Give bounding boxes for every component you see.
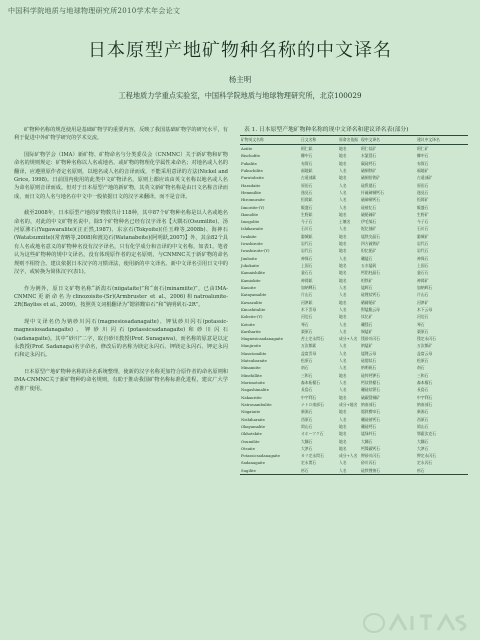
table-cell: 岡山石 bbox=[301, 423, 313, 429]
table-cell: カリ定永閃石 bbox=[301, 453, 324, 459]
table-cell: 人名 bbox=[339, 460, 347, 466]
table-cell: Hemmilite bbox=[241, 189, 262, 195]
table-cell: 西原石 bbox=[417, 416, 429, 422]
column-header: 原命名依据 bbox=[338, 136, 360, 145]
table-cell: Morimotoite bbox=[241, 380, 265, 385]
table-cell: 地名 bbox=[339, 394, 347, 400]
table-cell: 钙镍碳钙石 bbox=[361, 445, 380, 451]
table-cell: 苦土定永閃石 bbox=[301, 336, 324, 342]
table-row bbox=[240, 145, 468, 153]
paragraph: 作为例外，原日文矿物名称“新潟石(niigataite)”和“南石(minamiite)”，已由IMA-CNMNC更新命名为clinozoisite-(Sr)(Armbruster et al., 2006)和natroalunite-2R(Bayliss et al., 2009)，按照英文词根翻译为“锶斜黝帘石”和“钠明矾石-2R”。 bbox=[14, 285, 228, 309]
table-cell: 大隅石 bbox=[361, 438, 373, 444]
table-cell: 地名 bbox=[339, 160, 347, 166]
table-row bbox=[240, 313, 468, 320]
table-cell: 人名 bbox=[339, 255, 347, 261]
body-text-column bbox=[14, 126, 228, 401]
table-cell: 大津石 bbox=[417, 445, 429, 451]
table-cell: 钠明矾石 bbox=[361, 365, 377, 371]
table-row bbox=[240, 189, 468, 196]
table-cell: 钠南部石 bbox=[417, 401, 433, 407]
table-cell: 钠南部石 bbox=[361, 401, 377, 407]
table-cell: 硅锶钛石 bbox=[361, 358, 377, 364]
table-cell: Nagashimalite bbox=[241, 387, 269, 393]
table-cell: Nakauriite bbox=[241, 394, 262, 400]
table-cell: 成分+人名 bbox=[339, 336, 358, 342]
table-cell: 针硫砷铜钙石 bbox=[361, 189, 384, 195]
table-cell: 人名 bbox=[339, 380, 347, 385]
table-row bbox=[240, 350, 468, 357]
table-cell: 五水锰矾 bbox=[361, 263, 377, 268]
table-cell: 镁砂川闪石 bbox=[361, 336, 380, 342]
table-cell: 杉石 bbox=[300, 467, 338, 475]
table-cell: 飯盛石 bbox=[417, 204, 429, 210]
table-cell: 古遠部鉱 bbox=[301, 175, 317, 181]
table-cell: Okhotskite bbox=[241, 431, 262, 437]
table-cell: 硅铁锂钠石 bbox=[360, 467, 416, 475]
table-cell: 南石 bbox=[417, 365, 425, 371]
table-row bbox=[240, 167, 468, 174]
table-cell: 栗原石 bbox=[301, 328, 313, 334]
table-cell: 硼镁石 bbox=[361, 321, 373, 327]
publisher-watermark-icon bbox=[360, 612, 472, 634]
table-row bbox=[240, 401, 468, 408]
table-cell: 锰铁尖晶石 bbox=[361, 233, 380, 239]
mineral-names-table bbox=[240, 135, 468, 475]
table-cell: オホーツク石 bbox=[301, 431, 324, 437]
table-cell: 加納辉石 bbox=[417, 284, 433, 290]
table-cell: 河边石 bbox=[301, 314, 313, 320]
table-cell: 人名 bbox=[339, 182, 347, 188]
table-row bbox=[240, 321, 468, 328]
table-cell: 今子石 bbox=[301, 219, 313, 225]
table-cell: 中宇利石 bbox=[417, 394, 433, 400]
table-row bbox=[240, 423, 468, 430]
table-cell: Matsubaraite bbox=[241, 358, 267, 364]
table-cell: 铌钇铀矿 bbox=[361, 226, 377, 232]
table-cell: 栗原石 bbox=[417, 328, 429, 334]
table-cell: 硼硅钙石 bbox=[361, 423, 377, 429]
table-cell: Bischofite bbox=[241, 153, 261, 159]
table-cell: 神保石 bbox=[301, 255, 313, 261]
table-header-row bbox=[240, 136, 468, 145]
table-cell: Ishikawaite bbox=[241, 226, 264, 232]
table-cell: 生野鉱 bbox=[301, 211, 313, 217]
table-cell: 岩代石 bbox=[417, 241, 429, 247]
table-cell: 生野矿 bbox=[417, 211, 429, 217]
table-cell: 地名 bbox=[339, 175, 347, 181]
table-cell: 人名 bbox=[339, 365, 347, 371]
table-cell: 地名 bbox=[339, 423, 347, 429]
column-header: 日文名称 bbox=[300, 136, 338, 145]
table-cell: 神岡矿 bbox=[417, 277, 429, 283]
table-cell: 今子石 bbox=[417, 219, 429, 225]
table-cell: 益富云母 bbox=[417, 350, 433, 356]
paragraph: 国际矿物学会（IMA）新矿物、矿物命名与分类委员会（CNMNC）关于新矿物和矿物命名的规则规定：矿物种名称以人名或地名、或矿物的物理化学属性来命名；对地名或人名的翻译，应遵照原作者定名原则，以地名或人名的音译而成，不能采用意译的方法(Nickel and Grice, 1998)。日前国内使用的此类中文矿物译名，原则上都应该由英文名称以地名或人名为命名原则音译而成。但对于日本原型产地的新矿物，其英文新矿物名称是由日文名称音译而成，而日文的人名与地名在中文中一般依据日文的汉字来翻译，而不是音译。 bbox=[14, 151, 228, 200]
table-cell: 木下雲母 bbox=[301, 306, 317, 312]
table-cell: 钾砂川闪石 bbox=[361, 453, 380, 459]
table-cell: 阿仁矿 bbox=[417, 146, 429, 151]
table-cell: 釜石石 bbox=[417, 270, 429, 276]
table-cell: 人名 bbox=[339, 204, 347, 210]
table-cell: 片山石 bbox=[301, 292, 313, 298]
table-cell: 硫砷铜钙石 bbox=[361, 197, 380, 203]
table-row bbox=[240, 394, 468, 401]
table-cell: Katayamalite bbox=[241, 292, 267, 298]
table-cell: 松原石 bbox=[417, 358, 429, 364]
table-cell: 釜石石 bbox=[301, 270, 313, 276]
table-body bbox=[240, 145, 468, 475]
table-cell: 锶斜黝帘石 bbox=[361, 409, 380, 415]
table-cell: 硫铜铅铁矿 bbox=[361, 175, 380, 181]
paragraph: 矿物种名称的规范使用是基础矿物学的重要内容，反映了我国基础矿物学的研究水平，有利于促进中外矿物学研究的学术交流。 bbox=[14, 127, 228, 142]
table-cell: 人名 bbox=[339, 189, 347, 195]
table-cell: 钙钛铁榴石 bbox=[361, 380, 380, 385]
table-cell: 南石 bbox=[301, 365, 309, 371]
table-cell: 人名 bbox=[339, 167, 347, 173]
table-cell: Minehillite bbox=[241, 372, 262, 378]
table-cell: 大隅石 bbox=[301, 438, 313, 444]
table-row bbox=[240, 306, 468, 313]
table-cell: 人名 bbox=[339, 226, 347, 232]
table-row bbox=[240, 182, 468, 189]
table-cell: 岩代石 bbox=[301, 241, 313, 247]
table-cell: 成分+人名 bbox=[339, 453, 358, 459]
table-cell: Sugilite bbox=[240, 467, 300, 475]
table-cell: 地名 bbox=[339, 438, 347, 444]
table-cell: 钼铁矿 bbox=[361, 277, 373, 283]
table-cell: 阿仁鉱 bbox=[301, 146, 313, 151]
table-cell: 硼硅铍钙石 bbox=[361, 416, 380, 422]
table-row bbox=[240, 416, 468, 423]
table-cell: Haradaite bbox=[241, 182, 261, 188]
table-row bbox=[240, 240, 468, 247]
table-cell: 伊毛缟石 bbox=[361, 219, 377, 225]
table-cell: Natronambulite bbox=[241, 401, 272, 407]
table-cell: 松原石 bbox=[301, 358, 313, 364]
table-cell: 硫碳镁铜矿 bbox=[361, 394, 380, 400]
table-cell: 土壤名 bbox=[339, 219, 351, 225]
table-row bbox=[240, 218, 468, 225]
table-cell: 钠锰矿 bbox=[361, 343, 373, 349]
table-cell: 地名 bbox=[339, 299, 347, 305]
paragraph: 截至2008年，日本原型产地的矿物数共计118种，其中87个矿物种名称是以人名或地名命名的。对此的中文矿物名说中，除5个矿物种名已经有汉字译名【大隅石(Osumilite)、汤河原沸石(Yugawaralite)(汪正然,1987)、东京石(Tokyoite)(任玉峰等,2008b)、海神石(Watatsumiite)(常青略等,2008)和渡边石(Watanabeite)(阿明跃,2007)】外，其余82个具有人名或地名意义的矿物种名没有汉字译名，只有化学成分和音译的中文名称，如表1。笔者认为这些矿物种的规中文译名，没有体现原作者的定名原则，与CNMNC关于新矿物的命名规则不相符合。建议依据日本汉字的习惯译法，使用新的中文译名。新中文译名引用日文中的汉字，或转换为简体汉字(表1)。 bbox=[14, 210, 228, 276]
table-cell: 铜锰矿 bbox=[361, 328, 373, 334]
table-row bbox=[240, 357, 468, 364]
table-cell: 長島石 bbox=[417, 387, 429, 393]
table-cell: 人名 bbox=[339, 350, 347, 356]
table-cell: 中宇利石 bbox=[301, 394, 317, 400]
table-cell: Kobeite-(Y) bbox=[241, 314, 263, 320]
table-cell: 万次郎鉱 bbox=[301, 343, 317, 349]
table-row bbox=[240, 467, 468, 475]
table-cell: 岡山石 bbox=[417, 423, 429, 429]
table-cell: Masutomilite bbox=[241, 350, 267, 356]
table-cell: Iwakiite bbox=[241, 233, 257, 239]
table-cell: 岩代石 bbox=[301, 248, 313, 254]
table-cell: 森本榴石 bbox=[417, 380, 433, 385]
table-cell: 人名 bbox=[339, 416, 347, 422]
table-cell: 镁定永闪石 bbox=[417, 336, 436, 342]
table-cell: 琴石 bbox=[417, 321, 425, 327]
table-cell: 地名 bbox=[339, 146, 347, 151]
table-cell: Iwashiroite-(Y) bbox=[241, 248, 270, 254]
table-cell: 人名 bbox=[339, 387, 347, 393]
table-row bbox=[240, 335, 468, 342]
table-cell: 地名 bbox=[339, 153, 347, 159]
table-cell: 河津矿 bbox=[417, 299, 429, 305]
table-cell: 木下云母 bbox=[417, 306, 433, 312]
table-cell: 加納輝石 bbox=[301, 284, 317, 290]
table-cell: 地名 bbox=[339, 211, 347, 217]
table-cell: 硒碲铋矿 bbox=[361, 299, 377, 305]
table-cell: Furutobeite bbox=[241, 175, 264, 181]
table-cell: 地名 bbox=[339, 445, 347, 451]
table-row bbox=[240, 277, 468, 284]
table-cell: Iimoriite-(Y) bbox=[241, 204, 265, 210]
table-cell: 地名 bbox=[339, 263, 347, 268]
table-cell: 钡锰脆云母 bbox=[361, 306, 380, 312]
table-cell: 硅铍钇石 bbox=[361, 204, 377, 210]
table-cell: 福地矿 bbox=[417, 167, 429, 173]
table-cell: 硼硅钛钡石 bbox=[361, 387, 380, 393]
table-cell: Kuriharite bbox=[241, 328, 261, 334]
table-cell: 四方硫铁矿 bbox=[361, 241, 380, 247]
table-cell: 上国石 bbox=[301, 263, 313, 268]
table-row bbox=[240, 262, 468, 269]
table-row bbox=[240, 211, 468, 218]
table-cell: 地名 bbox=[339, 314, 347, 320]
table-cell: 地名 bbox=[339, 409, 347, 415]
table-cell: Kamaishilite bbox=[241, 270, 265, 276]
table-cell: 古遠部矿 bbox=[417, 175, 433, 181]
table-cell: 地名 bbox=[339, 431, 347, 437]
table-cell: 地名 bbox=[339, 270, 347, 276]
table-cell: 地名 bbox=[339, 277, 347, 283]
author-name: 杨主明 bbox=[228, 75, 252, 84]
table-cell: 人名 bbox=[339, 328, 347, 334]
table-cell: 地名 bbox=[339, 248, 347, 254]
table-cell: 櫛中石 bbox=[417, 153, 429, 159]
table-cell: 琴石 bbox=[301, 321, 309, 327]
table-cell: 万次郎矿 bbox=[417, 343, 433, 349]
table-cell: 河边石 bbox=[417, 314, 429, 320]
table-cell: Ikunolite bbox=[241, 211, 259, 217]
table-row bbox=[240, 284, 468, 291]
table-cell: 原田石 bbox=[417, 182, 429, 188]
table-cell: Magnesiosadanagaite bbox=[241, 336, 284, 342]
table-cell: 福地鉱 bbox=[301, 167, 313, 173]
table-cell: 水氯镁石 bbox=[361, 153, 377, 159]
table-cell: Aoiite bbox=[241, 146, 253, 151]
column-header: 矿物英文名称 bbox=[240, 136, 300, 145]
table-cell: 地名 bbox=[339, 241, 347, 247]
table-cell: Fukuchilite bbox=[241, 167, 263, 173]
table-cell: 钙铝柱晶石 bbox=[361, 270, 380, 276]
table-cell: 硫铋碲矿 bbox=[361, 211, 377, 217]
table-cell: Kamiokite bbox=[241, 277, 261, 283]
table-cell: Manjiroite bbox=[241, 343, 262, 349]
paragraph: 日本原型产地矿物种名称的译名系统整理，使新的汉字名称更加符合原作者的命名原则和IMA-CNMNC关于新矿物种的命名规则，有助于推动我国矿物名称标准化进程，建议广大学者推广使用。 bbox=[14, 368, 228, 392]
table-cell: 森本柘榴石 bbox=[301, 380, 320, 385]
table-row bbox=[240, 255, 468, 262]
table-cell: 砂川闪石 bbox=[361, 460, 377, 466]
table-cell: 人名 bbox=[339, 321, 347, 327]
table-row bbox=[240, 372, 468, 379]
table-cell: 原田石 bbox=[301, 182, 313, 188]
table-cell: 硅钒锶石 bbox=[361, 182, 377, 188]
table-column bbox=[240, 124, 470, 475]
table-cell: Iwashiroite bbox=[241, 241, 263, 247]
table-row bbox=[240, 438, 468, 445]
table-cell: Hiromuraite bbox=[241, 197, 265, 203]
table-cell: 岩代石 bbox=[417, 248, 429, 254]
table-row bbox=[240, 386, 468, 393]
table-cell: 磐城鉱 bbox=[301, 233, 313, 239]
table-cell: 大隅石 bbox=[417, 438, 429, 444]
table-cell: 人名 bbox=[339, 284, 347, 290]
column-header: 现中文译名 bbox=[360, 136, 416, 145]
table-cell: 上国石 bbox=[417, 263, 429, 268]
table-row bbox=[240, 342, 468, 349]
table-cell: 地名 bbox=[339, 372, 347, 378]
table-cell: Potassicsadanagaite bbox=[241, 453, 281, 459]
table-cell: 長島石 bbox=[301, 387, 313, 393]
table-cell: 布賀石 bbox=[417, 160, 429, 166]
table-row bbox=[240, 152, 468, 159]
table-cell: 人名 bbox=[339, 197, 347, 203]
column-header: 建议中文译名 bbox=[416, 136, 468, 145]
table-cell: 人名 bbox=[339, 292, 347, 298]
table-cell: 锰锂云母 bbox=[361, 350, 377, 356]
table-cell: 成分+地名 bbox=[339, 401, 358, 407]
table-row bbox=[240, 291, 468, 298]
table-cell: 新潟石 bbox=[301, 409, 313, 415]
table-row bbox=[240, 364, 468, 371]
table-cell: 飯盛石 bbox=[301, 204, 313, 210]
table-cell: 三和石 bbox=[417, 372, 429, 378]
table-cell: Minamiite bbox=[241, 365, 261, 371]
table-row bbox=[240, 430, 468, 437]
table-cell: Fukalite bbox=[241, 160, 257, 166]
paper-title: 日本原型产地矿物种名称的中文译名 bbox=[88, 40, 392, 61]
table-row bbox=[240, 233, 468, 240]
table-cell: 三和石 bbox=[301, 372, 313, 378]
table-cell: 鄂霍次克石 bbox=[417, 431, 436, 437]
table-cell: Osumilite bbox=[241, 438, 260, 444]
table-cell: 人名 bbox=[339, 358, 347, 364]
author-affiliation: 工程地质力学重点实验室，中国科学院地质与地球物理研究所，北京100029 bbox=[118, 91, 362, 100]
table-cell: 西原石 bbox=[301, 416, 313, 422]
table-cell: 石川石 bbox=[417, 226, 429, 232]
table-cell: Jimboite bbox=[241, 255, 258, 261]
table-cell: Sadanagaite bbox=[241, 460, 265, 466]
paragraph: 现中文译名仍为钠砂川闪石(magnesiosadanagaite)、钾钛砂川闪石(potassic-magnesiosadanagaite)、钾砂川闪石(potassicsadanagaite)和砂川闪石(sadanagaite)。其中“砂川”二字，取自砂川教授(Prof. Sunagawa)，而名称的原意是以定永教授(Prof. Sadanaga)名字命名，修改后的名称为镁定永闪石、钾镁定永闪石、钾定永闪石和定永闪石。 bbox=[14, 318, 228, 359]
table-cell: 定永闪石 bbox=[417, 460, 433, 466]
table-cell: 钛钇矿 bbox=[361, 314, 373, 320]
table-cell: Kawazulite bbox=[241, 299, 263, 305]
table-row bbox=[240, 225, 468, 232]
table-cell: 人名 bbox=[338, 467, 360, 475]
table-cell: 石川石 bbox=[301, 226, 313, 232]
table-cell: 恒岡鉱 bbox=[301, 197, 313, 203]
table-row bbox=[240, 196, 468, 203]
table-cell: 片山石 bbox=[417, 292, 429, 298]
table-cell: Otsuite bbox=[241, 445, 256, 451]
conference-header: 中国科学院地质与地球物理研究所2010学术年会论文 bbox=[8, 7, 181, 15]
table-cell: Jokokuite bbox=[241, 263, 260, 268]
table-cell: Kotoite bbox=[241, 321, 255, 327]
table-cell: Imogolite bbox=[241, 219, 260, 225]
table-cell: 钾定永闪石 bbox=[417, 453, 436, 459]
table-row bbox=[240, 408, 468, 415]
table-row bbox=[240, 204, 468, 211]
table-row bbox=[240, 445, 468, 452]
table-row bbox=[240, 269, 468, 276]
table-cell: 大津石 bbox=[301, 445, 313, 451]
table-cell: 神保石 bbox=[417, 255, 429, 261]
table-row bbox=[240, 299, 468, 306]
table-cell: 硅锂钛钙石 bbox=[361, 292, 380, 298]
table-cell: 锰绿纤石 bbox=[361, 431, 377, 437]
table-cell: 布賀石 bbox=[301, 160, 313, 166]
table-row bbox=[240, 328, 468, 335]
table-cell: 逸見石 bbox=[417, 189, 429, 195]
table-cell: 地名 bbox=[339, 233, 347, 239]
table-cell: 锰辉石 bbox=[361, 284, 373, 290]
table-caption: 表 1. 日本原型产地矿物种名称的现中文译名和建议译名表(部分) bbox=[244, 127, 409, 133]
table-cell: 阿仁钛矿 bbox=[361, 146, 377, 151]
table-cell: 逸見石 bbox=[301, 189, 313, 195]
table-cell: 硼锰石 bbox=[361, 255, 373, 261]
table-cell: 磐城矿 bbox=[417, 233, 429, 239]
table-cell: 硫铜铁矿 bbox=[361, 167, 377, 173]
table-cell: 定永閃石 bbox=[301, 460, 317, 466]
table-cell: 钽钇铌矿 bbox=[361, 248, 377, 254]
table-cell: 益富雲母 bbox=[301, 350, 317, 356]
table-row bbox=[240, 452, 468, 459]
table-cell: 人名 bbox=[339, 343, 347, 349]
table-cell: 杉石 bbox=[416, 467, 468, 475]
table-cell: 恒岡矿 bbox=[417, 197, 429, 203]
table-cell: Kanoite bbox=[241, 284, 256, 290]
table-cell: 人名 bbox=[339, 306, 347, 312]
table-cell: Niigataite bbox=[241, 409, 261, 415]
table-cell: Kinoshitalite bbox=[241, 306, 266, 312]
table-row bbox=[240, 160, 468, 167]
table-cell: Okayamalite bbox=[241, 423, 266, 429]
table-cell: 硅锌钙钾石 bbox=[361, 372, 380, 378]
table-cell: 碳硅钙石 bbox=[361, 160, 377, 166]
table-cell: 神岡鉱 bbox=[301, 277, 313, 283]
table-row bbox=[240, 459, 468, 466]
table-cell: 櫛中石 bbox=[301, 153, 313, 159]
table-row bbox=[240, 379, 468, 386]
table-row bbox=[240, 174, 468, 181]
table-cell: Nishiharaite bbox=[241, 416, 265, 422]
table-row bbox=[240, 247, 468, 254]
table-cell: 新潟石 bbox=[417, 409, 429, 415]
table-cell: 河津鉱 bbox=[301, 299, 313, 305]
table-cell: ナトロ南部石 bbox=[301, 401, 324, 407]
